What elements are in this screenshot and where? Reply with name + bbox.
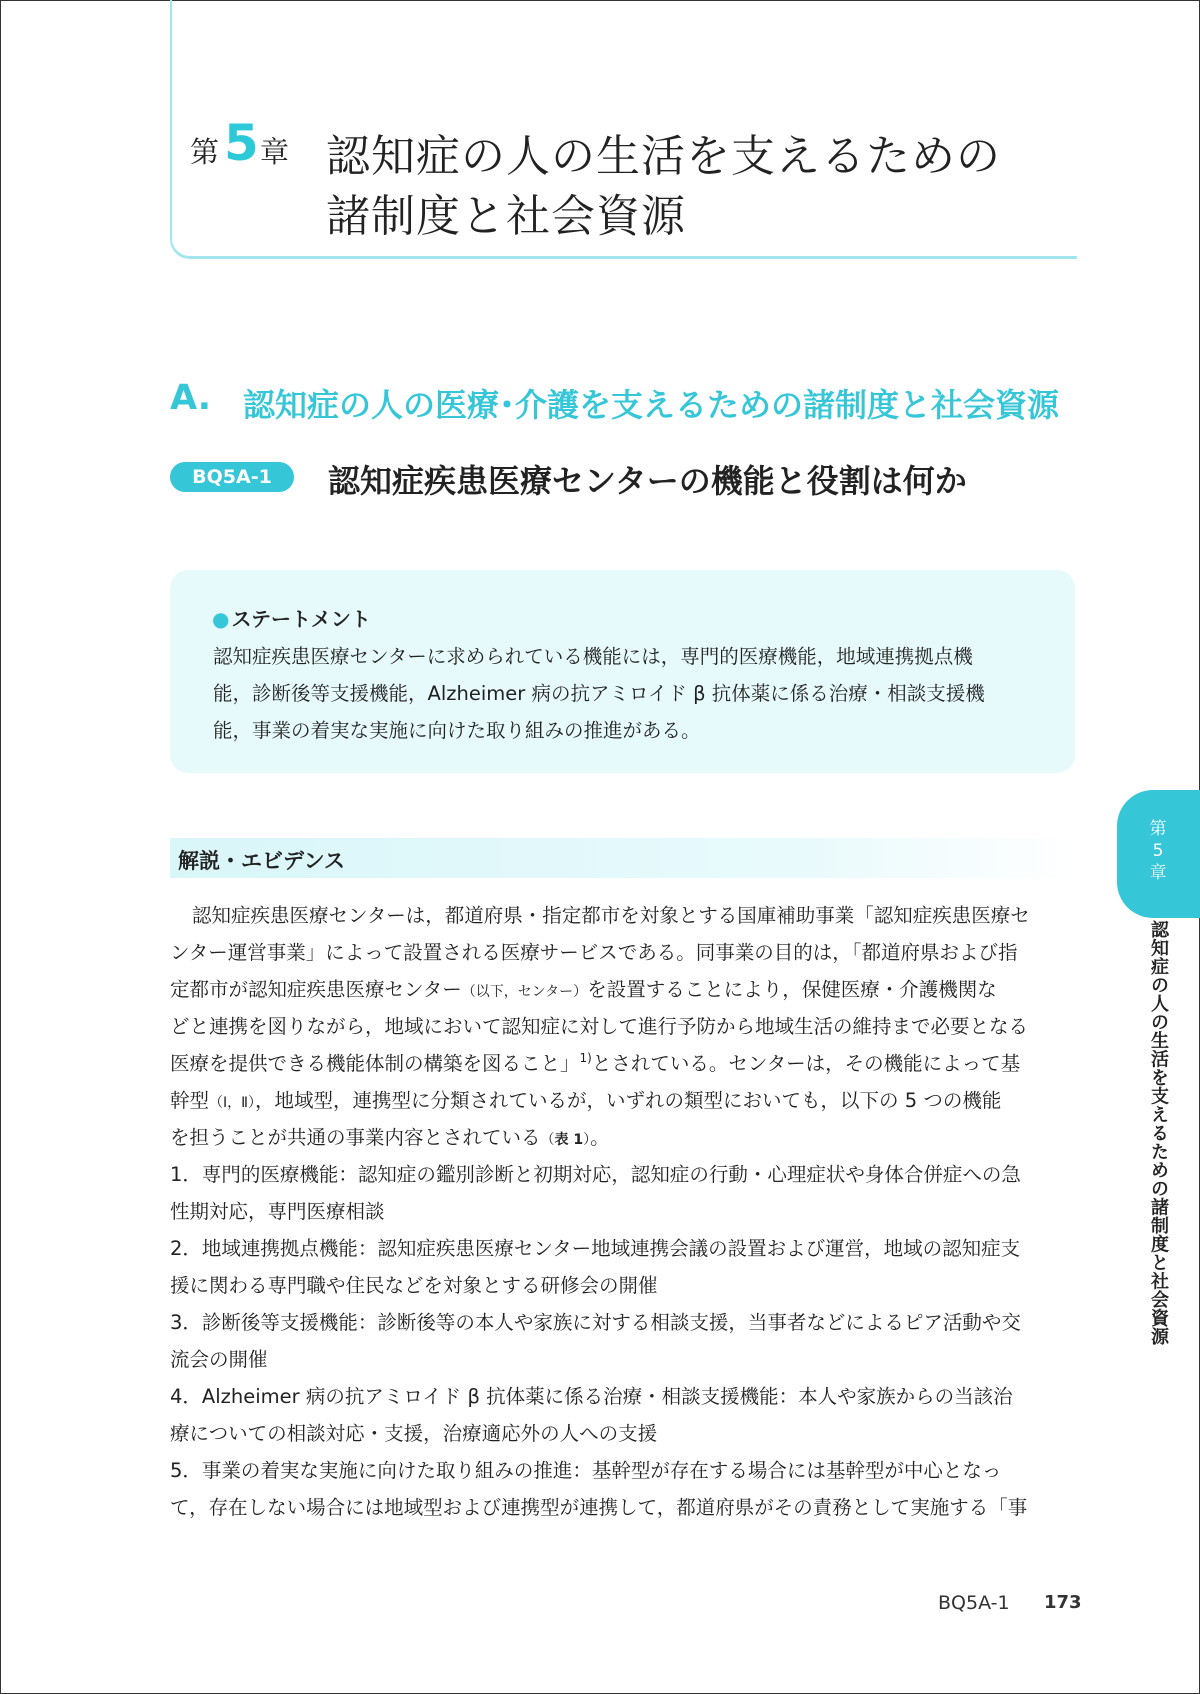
list-item: 流会の開催 bbox=[170, 1348, 268, 1371]
explanation-heading: 解説・エビデンス bbox=[178, 849, 345, 873]
body-line: 認知症疾患医療センターは，都道府県・指定都市を対象とする国庫補助事業「認知症疾患医療セ bbox=[192, 904, 1030, 927]
section-letter: A. bbox=[170, 378, 212, 418]
section-title: 認知症の人の医療･介護を支えるための諸制度と社会資源 bbox=[243, 386, 1060, 424]
statement-line: 認知症疾患医療センターに求められている機能には，専門的医療機能，地域連携拠点機 bbox=[213, 645, 973, 668]
bullet-dot-icon: ● bbox=[212, 607, 230, 631]
side-tab-label: 第 5 章 bbox=[1149, 819, 1167, 883]
list-item: 性期対応，専門医療相談 bbox=[170, 1200, 385, 1223]
chapter-title-line2: 諸制度と社会資源 bbox=[326, 191, 686, 242]
bq-badge: BQ5A-1 bbox=[170, 462, 294, 492]
statement-heading bbox=[212, 603, 371, 632]
table-ref: 表 1 bbox=[554, 1132, 584, 1148]
list-item: 2．地域連携拠点機能：認知症疾患医療センター地域連携会議の設置および運営，地域の認知症支 bbox=[170, 1237, 1021, 1260]
list-item: 4．Alzheimer 病の抗アミロイド β 抗体薬に係る治療・相談支援機能：本人や家族からの当該治 bbox=[170, 1385, 1013, 1408]
abbreviation-note: （以下，センター） bbox=[461, 984, 588, 1000]
bq-title: 認知症疾患医療センターの機能と役割は何か bbox=[328, 462, 967, 500]
chapter-number: 5 bbox=[224, 114, 259, 172]
list-item: 1．専門的医療機能：認知症の鑑別診断と初期対応，認知症の行動・心理症状や身体合併症への急 bbox=[170, 1163, 1021, 1186]
list-item: 5．事業の着実な実施に向けた取り組みの推進：基幹型が存在する場合には基幹型が中心となっ bbox=[170, 1459, 1002, 1482]
chapter-suffix: 章 bbox=[260, 135, 290, 169]
list-item: 3．診断後等支援機能：診断後等の本人や家族に対する相談支援，当事者などによるピア活動や交 bbox=[170, 1311, 1021, 1334]
statement-line: 能，事業の着実な実施に向けた取り組みの推進がある。 bbox=[213, 719, 701, 742]
footer-bq-ref: BQ5A-1 bbox=[938, 1592, 1010, 1614]
body-line: 医療を提供できる機能体制の構築を図ること」$^{1)}$とされている。センターは，その機能によって基 bbox=[170, 1051, 1021, 1075]
chapter-title-line1: 認知症の人の生活を支えるための bbox=[326, 131, 1001, 182]
list-item: て，存在しない場合には地域型および連携型が連携して，都道府県がその責務として実施する「事 bbox=[170, 1496, 1028, 1519]
citation-ref: 1) bbox=[579, 1051, 592, 1065]
list-item: 療についての相談対応・支援，治療適応外の人への支援 bbox=[170, 1422, 658, 1445]
chapter-prefix: 第 bbox=[190, 135, 220, 169]
list-item: 援に関わる専門職や住民などを対象とする研修会の開催 bbox=[170, 1274, 658, 1297]
side-vertical-title: 認知症の人の生活を支えるための諸制度と社会資源 bbox=[1148, 920, 1169, 1346]
body-line: 定都市が認知症疾患医療センター（以下，センター）を設置することにより，保健医療・介護機関な bbox=[170, 978, 997, 1001]
body-line: 幹型（Ⅰ，Ⅱ），地域型，連携型に分類されているが，いずれの類型においても，以下の 5 つの機能 bbox=[170, 1089, 1002, 1112]
page-number: 173 bbox=[1044, 1592, 1082, 1613]
type-note: （Ⅰ，Ⅱ） bbox=[209, 1095, 256, 1111]
body-line: どと連携を図りながら，地域において認知症に対して進行予防から地域生活の維持まで必要となる bbox=[170, 1015, 1029, 1038]
statement-line: 能，診断後等支援機能，Alzheimer 病の抗アミロイド β 抗体薬に係る治療・相談支援機 bbox=[213, 682, 985, 705]
body-line: を担うことが共通の事業内容とされている（表 1）。 bbox=[170, 1126, 610, 1149]
body-line: ンター運営事業」によって設置される医療サービスである。同事業の目的は，「都道府県および指 bbox=[170, 941, 1018, 964]
statement-heading-text: ステートメント bbox=[231, 607, 371, 631]
